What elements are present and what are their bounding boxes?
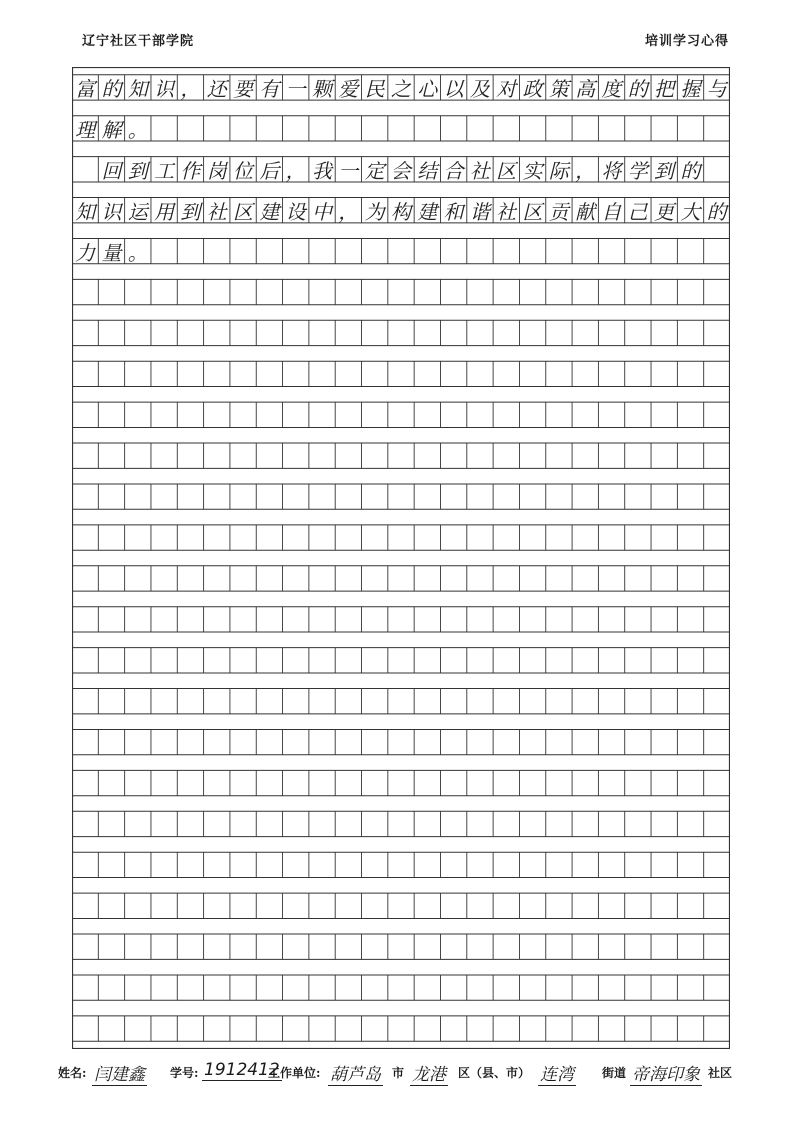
- street-value: 连湾: [538, 1060, 576, 1086]
- grid-row: [72, 607, 730, 632]
- grid-row: [72, 443, 730, 468]
- city-value: 葫芦岛: [328, 1060, 383, 1086]
- grid-row: [72, 852, 730, 877]
- institute-name: 辽宁社区干部学院: [82, 34, 195, 49]
- essay-line-3: 回 到 工 作 岗 位 后 ， 我 一 定 会 结 合 社 区 实 际 ， 将 学 到 的: [101, 158, 701, 183]
- id-value: 1912412: [204, 1060, 280, 1080]
- id-label: 学号:: [170, 1066, 199, 1080]
- street-suffix: 街道: [602, 1066, 627, 1080]
- grid-row: [72, 320, 730, 345]
- grid-row: [72, 116, 730, 141]
- document-title: 培训学习心得: [644, 34, 729, 49]
- grid-row: [72, 361, 730, 386]
- grid-row: [72, 811, 730, 836]
- district-suffix: 区（县、市）: [458, 1066, 531, 1080]
- grid-row: [72, 279, 730, 304]
- community-suffix: 社区: [708, 1066, 733, 1080]
- community-value: 帝海印象: [630, 1060, 702, 1086]
- essay-line-5: 力 量 。: [75, 240, 148, 265]
- grid-row: [72, 525, 730, 550]
- grid-row: [72, 1016, 730, 1041]
- grid-row: [72, 689, 730, 714]
- city-suffix: 市: [392, 1066, 405, 1080]
- grid-row: [72, 238, 730, 263]
- name-value: 闫建鑫: [92, 1060, 147, 1086]
- essay-line-4: 知 识 运 用 到 社 区 建 设 中 ， 为 构 建 和 谐 社 区 贡 献 自 己 更 大 的: [75, 199, 727, 224]
- district-value: 龙港: [410, 1060, 448, 1086]
- grid-row: [72, 729, 730, 754]
- name-label: 姓名:: [58, 1066, 87, 1080]
- grid-row: [72, 934, 730, 959]
- unit-label: 工作单位:: [268, 1066, 321, 1080]
- grid-row: [72, 648, 730, 673]
- grid-row: [72, 402, 730, 427]
- writing-grid: [72, 67, 730, 1049]
- grid-row: [72, 975, 730, 1000]
- essay-line-1: 富 的 知 识 ， 还 要 有 一 颗 爱 民 之 心 以 及 对 政 策 高 度 的 把 握 与: [75, 76, 727, 101]
- grid-row: [72, 770, 730, 795]
- essay-line-2: 理 解 。: [75, 117, 148, 142]
- student-info-footer: [58, 1060, 738, 1084]
- grid-row: [72, 484, 730, 509]
- grid-row: [72, 566, 730, 591]
- grid-row: [72, 893, 730, 918]
